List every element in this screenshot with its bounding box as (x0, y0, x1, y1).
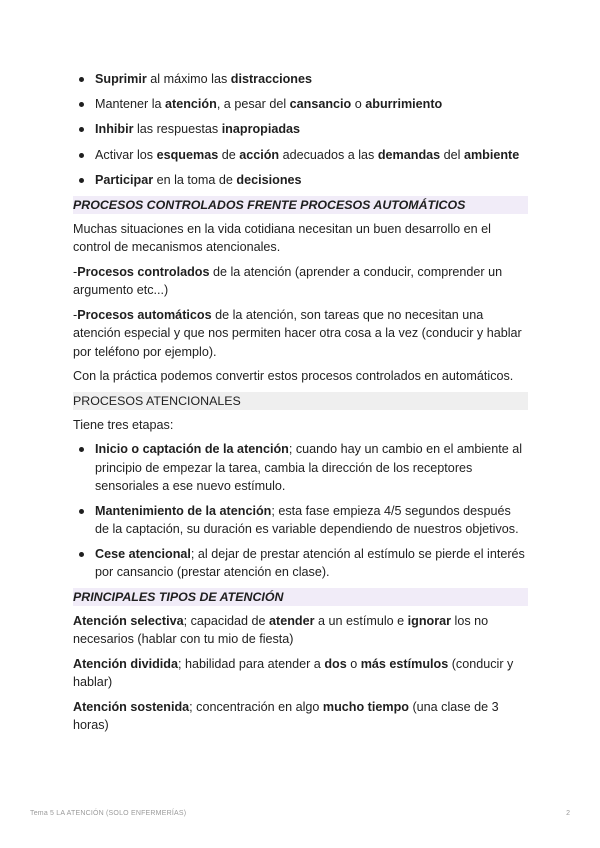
objectives-list (73, 70, 528, 189)
bold-term: atención (165, 97, 217, 112)
text-run: en la toma de (153, 172, 237, 187)
list-item (73, 502, 528, 539)
text-run: ; habilidad para atender a (177, 656, 325, 671)
text-run: ; capacidad de (183, 613, 270, 628)
section-heading-attention-types: PRINCIPALES TIPOS DE ATENCIÓN (73, 588, 528, 606)
list-item (73, 70, 528, 89)
text-run: Activar los (95, 147, 157, 162)
document-body (73, 70, 528, 741)
text-run: al máximo las (146, 72, 231, 86)
paragraph (73, 698, 528, 735)
bold-term: Procesos automáticos (77, 307, 212, 322)
text-run: ; cuando hay un cambio en el ambiente al principio de empezar la tarea, cambia la dirección de los receptores sensoriales a ese nuevo estímulo. (95, 442, 522, 494)
section-heading-attention-processes: PROCESOS ATENCIONALES (73, 392, 528, 410)
footer-title: Tema 5 LA ATENCIÓN (SOLO ENFERMERÍAS) (30, 810, 187, 817)
bold-term: atender (269, 613, 315, 628)
bold-term: dos (324, 656, 347, 671)
text-run: (una clase de 3 horas) (73, 699, 499, 733)
text-run: o (351, 97, 366, 112)
text-run: adecuados a las (279, 147, 378, 162)
paragraph (73, 612, 528, 649)
bold-term: Inhibir (95, 122, 134, 137)
bold-term: Atención selectiva (73, 613, 184, 628)
text-run: , a pesar del (216, 97, 290, 112)
text-run: - (73, 264, 78, 279)
bold-term: acción (239, 147, 280, 162)
bold-term: más estímulos (360, 656, 449, 671)
paragraph (73, 220, 528, 257)
text-run: o (346, 656, 361, 671)
bold-term: Suprimir (95, 72, 147, 86)
bold-term: cansancio (289, 97, 352, 112)
text-run: Con la práctica podemos convertir estos procesos controlados en automáticos. (73, 369, 514, 384)
list-item (73, 171, 528, 190)
text-run: ; concentración en algo (189, 699, 323, 714)
text-run: las respuestas (133, 122, 222, 137)
paragraph (73, 655, 528, 692)
bold-term: ambiente (463, 147, 520, 162)
text-run: - (73, 307, 78, 322)
bold-term: demandas (377, 147, 441, 162)
bold-term: decisiones (236, 172, 302, 187)
text-run: de la atención, son tareas que no necesitan una atención especial y que nos permiten hacer otra cosa a la vez (conducir y hablar por teléfono por ejemplo). (73, 307, 522, 359)
text-run: ; al dejar de prestar atención al estímulo se pierde el interés por cansancio (prestar atención en clase). (95, 546, 525, 580)
text-run: Mantener la (95, 97, 166, 112)
bold-term: inapropiadas (221, 122, 301, 137)
paragraph (73, 367, 528, 386)
text-run: de la atención (aprender a conducir, comprender un argumento etc...) (73, 264, 503, 298)
text-run: a un estímulo e (314, 613, 408, 628)
list-item (73, 545, 528, 582)
section-controlled-paragraphs (73, 220, 528, 386)
section-heading-controlled-vs-automatic: PROCESOS CONTROLADOS FRENTE PROCESOS AUTOMÁTICOS (73, 196, 528, 214)
bold-term: esquemas (156, 147, 219, 162)
bold-term: Participar (95, 172, 154, 187)
list-item (73, 146, 528, 165)
paragraph (73, 263, 528, 300)
text-run: de (218, 147, 240, 162)
bold-term: aburrimiento (365, 97, 443, 112)
attention-types-paragraphs (73, 612, 528, 735)
bold-term: Atención sostenida (73, 699, 190, 714)
bold-term: Atención dividida (73, 656, 178, 671)
paragraph (73, 306, 528, 362)
bold-term: Procesos controlados (77, 264, 210, 279)
bold-term: mucho tiempo (322, 699, 409, 714)
bold-term: distracciones (230, 72, 312, 86)
text-run: Muchas situaciones en la vida cotidiana necesitan un buen desarrollo en el control de mecanismos atencionales. (73, 221, 491, 255)
stages-list (73, 440, 528, 582)
text-run: los no necesarios (hablar con tu mio de fiesta) (73, 613, 489, 647)
text-run: (conducir y hablar) (73, 656, 514, 690)
stages-intro: Tiene tres etapas: (73, 417, 174, 432)
bold-term: Cese atencional (95, 546, 191, 561)
bold-term: Inicio o captación de la atención (95, 442, 289, 457)
footer-page-number: 2 (566, 810, 570, 817)
bold-term: Mantenimiento de la atención (95, 503, 272, 518)
text-run: ; esta fase empieza 4/5 segundos después de la captación, su duración es variable dependiendo de nuestros objetivos. (95, 503, 519, 537)
list-item (73, 120, 528, 139)
text-run: del (440, 147, 464, 162)
list-item (73, 440, 528, 496)
list-item (73, 95, 528, 114)
bold-term: ignorar (407, 613, 452, 628)
